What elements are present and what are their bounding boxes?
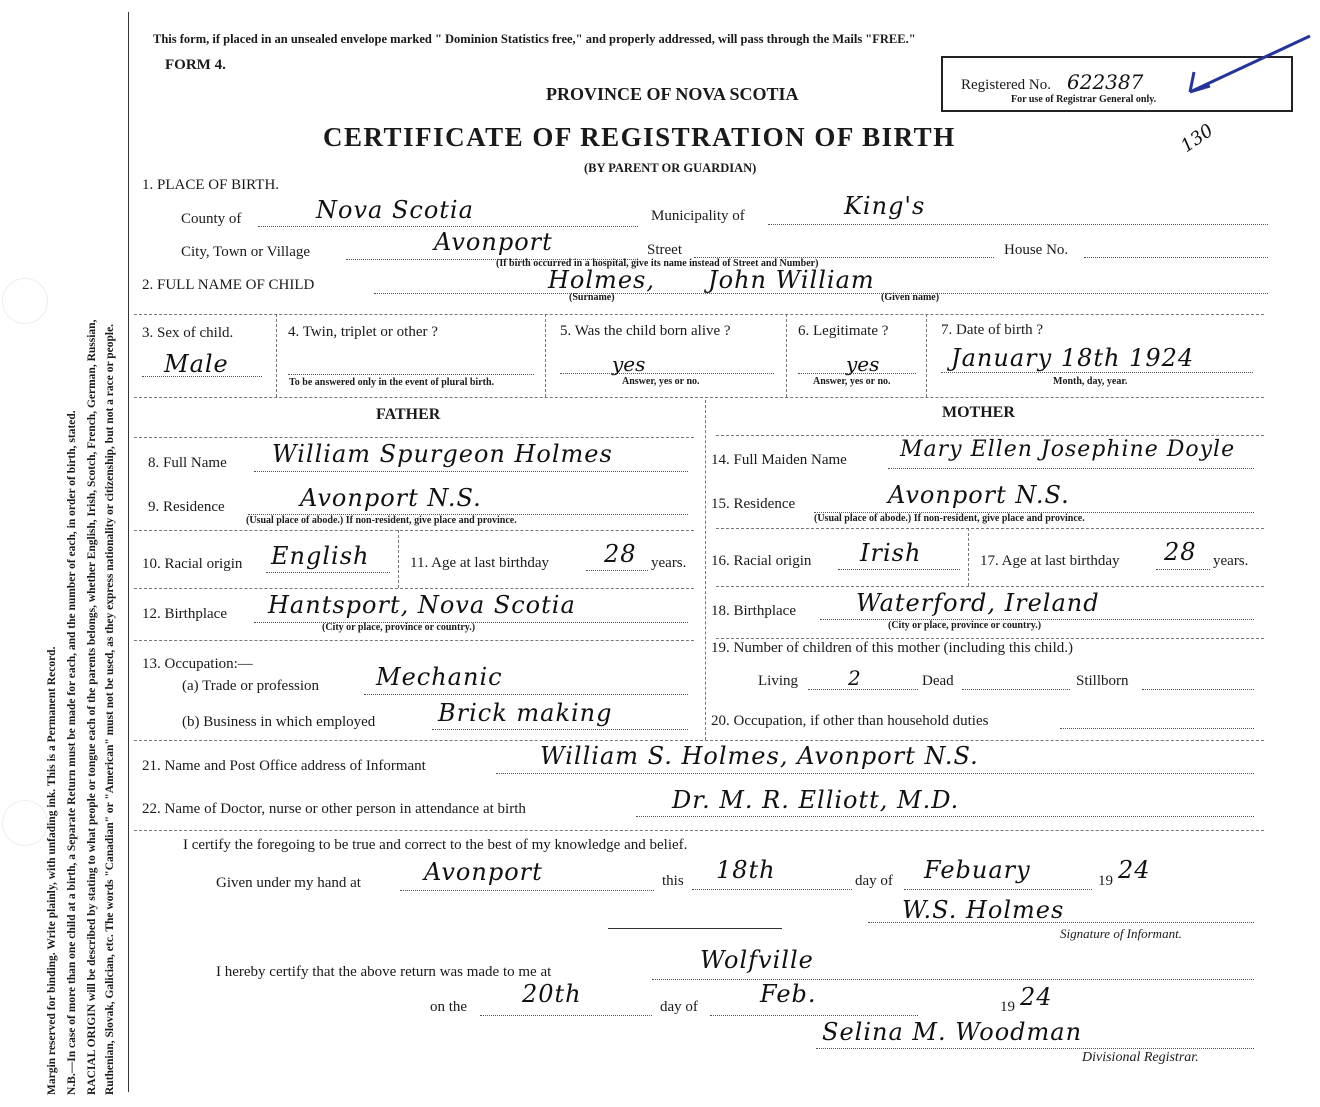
registrar-on-label: on the <box>430 999 468 1015</box>
father-residence-note: (Usual place of abode.) If non-resident, give place and province. <box>246 515 517 526</box>
mother-name-label: 14. Full Maiden Name <box>711 452 847 468</box>
date-of-birth-note: Month, day, year. <box>1053 376 1128 387</box>
registrar-year-value: 24 <box>1020 983 1053 1011</box>
twin-note: To be answered only in the event of plural birth. <box>289 377 495 388</box>
margin-note-1: Margin reserved for binding. Write plainly, with unfading ink. This is a Permanent Record. <box>46 646 58 1095</box>
father-residence-value: Avonport N.S. <box>300 484 482 512</box>
father-race-label: 10. Racial origin <box>142 556 243 572</box>
registrar-month-value: Feb. <box>760 980 817 1008</box>
mother-residence-value: Avonport N.S. <box>888 481 1070 509</box>
binding-hole-top <box>2 278 48 324</box>
father-name-label: 8. Full Name <box>148 455 227 471</box>
margin-note-2: N.B.—In case of more than one child at a birth, a Separate Return must be made for each, and the number of each, in order of birth, stated. <box>66 410 78 1095</box>
father-name-value: William Spurgeon Holmes <box>272 440 613 468</box>
given-at-value: Avonport <box>424 858 543 886</box>
mother-residence-label: 15. Residence <box>711 496 796 512</box>
born-alive-note: Answer, yes or no. <box>622 376 700 387</box>
registrar-caption: Divisional Registrar. <box>1082 1050 1199 1065</box>
given-month-value: Febuary <box>924 856 1031 884</box>
registrar-day-value: 20th <box>522 980 582 1008</box>
child-surname: Holmes, <box>548 266 655 294</box>
given-year-value: 24 <box>1118 856 1151 884</box>
mother-age-label: 17. Age at last birthday <box>980 553 1120 569</box>
city-value: Avonport <box>434 228 553 256</box>
child-given-name: John William <box>708 266 875 294</box>
municipality-label: Municipality of <box>651 208 745 224</box>
legitimate-value: yes <box>846 352 880 376</box>
county-label: County of <box>181 211 242 227</box>
registrar-day-of-label: day of <box>660 999 698 1015</box>
registration-number: 622387 <box>1067 70 1144 94</box>
mother-birthplace-note: (City or place, province or country.) <box>888 620 1042 631</box>
postal-notice: This form, if placed in an unsealed envelope marked " Dominion Statistics free," and properly addressed, will pass through the Mails "FREE." <box>153 32 916 46</box>
given-day-of-label: day of <box>855 873 893 889</box>
certificate-title: CERTIFICATE OF REGISTRATION OF BIRTH <box>323 122 956 152</box>
father-birthplace-label: 12. Birthplace <box>142 606 227 622</box>
file-stamp: 130 <box>1177 120 1218 157</box>
binding-hole-bottom <box>2 800 48 846</box>
father-years-label: years. <box>651 555 687 571</box>
father-race-value: English <box>271 542 370 570</box>
mother-children-label: 19. Number of children of this mother (including this child.) <box>711 640 1074 656</box>
doctor-label: 22. Name of Doctor, nurse or other person in attendance at birth <box>142 801 526 817</box>
informant-value: William S. Holmes, Avonport N.S. <box>540 742 979 770</box>
blue-check-mark <box>1180 28 1320 98</box>
street-label: Street <box>647 242 682 258</box>
margin-border <box>128 12 129 1092</box>
province-heading: PROVINCE OF NOVA SCOTIA <box>546 84 799 104</box>
father-birthplace-value: Hantsport, Nova Scotia <box>268 591 576 619</box>
registration-note: For use of Registrar General only. <box>1011 94 1157 105</box>
living-label: Living <box>758 673 798 689</box>
father-residence-label: 9. Residence <box>148 499 225 515</box>
born-alive-value: yes <box>612 352 646 376</box>
legitimate-label: 6. Legitimate ? <box>798 323 889 339</box>
certify-text: I certify the foregoing to be true and correct to the best of my knowledge and belief. <box>183 837 688 853</box>
dead-label: Dead <box>922 673 954 689</box>
surname-note: (Surname) <box>569 292 615 303</box>
legitimate-note: Answer, yes or no. <box>813 376 891 387</box>
this-label: this <box>662 873 684 889</box>
registrar-place-value: Wolfville <box>700 946 814 974</box>
stillborn-label: Stillborn <box>1076 673 1129 689</box>
given-day-value: 18th <box>716 856 776 884</box>
county-value: Nova Scotia <box>316 196 474 224</box>
father-occupation-label: 13. Occupation:— <box>142 656 253 672</box>
hospital-note: (If birth occurred in a hospital, give its name instead of Street and Number) <box>496 258 819 269</box>
date-of-birth-value: January 18th 1924 <box>951 344 1195 372</box>
informant-label: 21. Name and Post Office address of Informant <box>142 758 426 774</box>
registrar-signature: Selina M. Woodman <box>822 1018 1083 1046</box>
doctor-value: Dr. M. R. Elliott, M.D. <box>672 786 960 814</box>
mother-years-label: years. <box>1213 553 1249 569</box>
given-name-note: (Given name) <box>881 292 940 303</box>
father-business-value: Brick making <box>438 699 613 727</box>
twin-label: 4. Twin, triplet or other ? <box>288 324 438 340</box>
father-age-label: 11. Age at last birthday <box>410 555 549 571</box>
born-alive-label: 5. Was the child born alive ? <box>560 323 731 339</box>
father-trade-label: (a) Trade or profession <box>182 678 320 694</box>
father-heading: FATHER <box>376 406 441 423</box>
informant-signature: W.S. Holmes <box>902 896 1065 924</box>
father-age-value: 28 <box>604 540 637 568</box>
municipality-value: King's <box>844 192 926 220</box>
certificate-subtitle: (BY PARENT OR GUARDIAN) <box>584 161 757 175</box>
mother-heading: MOTHER <box>942 404 1015 421</box>
registrar-text: I hereby certify that the above return was made to me at <box>216 964 552 980</box>
sex-value: Male <box>164 350 229 378</box>
given-at-label: Given under my hand at <box>216 875 361 891</box>
mother-name-value: Mary Ellen Josephine Doyle <box>900 437 1236 462</box>
child-name-label: 2. FULL NAME OF CHILD <box>142 277 315 293</box>
sex-label: 3. Sex of child. <box>142 325 234 341</box>
mother-birthplace-label: 18. Birthplace <box>711 603 796 619</box>
mother-race-label: 16. Racial origin <box>711 553 812 569</box>
given-year-prefix: 19 <box>1098 873 1113 889</box>
mother-age-value: 28 <box>1164 538 1197 566</box>
registration-label: Registered No. <box>961 77 1051 93</box>
registrar-year-prefix: 19 <box>1000 999 1015 1015</box>
mother-race-value: Irish <box>860 539 922 567</box>
mother-occupation-label: 20. Occupation, if other than household duties <box>711 713 989 729</box>
mother-residence-note: (Usual place of abode.) If non-resident, give place and province. <box>814 513 1085 524</box>
margin-note-3: RACIAL ORIGIN will be described by stating to what people or tongue each of the parents belongs, whether English, Irish, Scotch, French, German, Russian, <box>86 319 98 1095</box>
living-value: 2 <box>848 666 861 690</box>
city-label: City, Town or Village <box>181 244 311 260</box>
mother-birthplace-value: Waterford, Ireland <box>856 589 1100 617</box>
father-trade-value: Mechanic <box>376 663 503 691</box>
house-number-label: House No. <box>1004 242 1069 258</box>
father-business-label: (b) Business in which employed <box>182 714 376 730</box>
form-number: FORM 4. <box>165 57 226 73</box>
date-of-birth-label: 7. Date of birth ? <box>941 322 1044 338</box>
place-of-birth-label: 1. PLACE OF BIRTH. <box>142 177 280 193</box>
informant-signature-caption: Signature of Informant. <box>1060 926 1182 941</box>
father-birthplace-note: (City or place, province or country.) <box>322 622 476 633</box>
margin-note-4: Ruthenian, Slovak, Galician, etc. The words "Canadian" or "American" must not be used, as they express nationality or citizenship, but not a race or people. <box>104 323 116 1095</box>
